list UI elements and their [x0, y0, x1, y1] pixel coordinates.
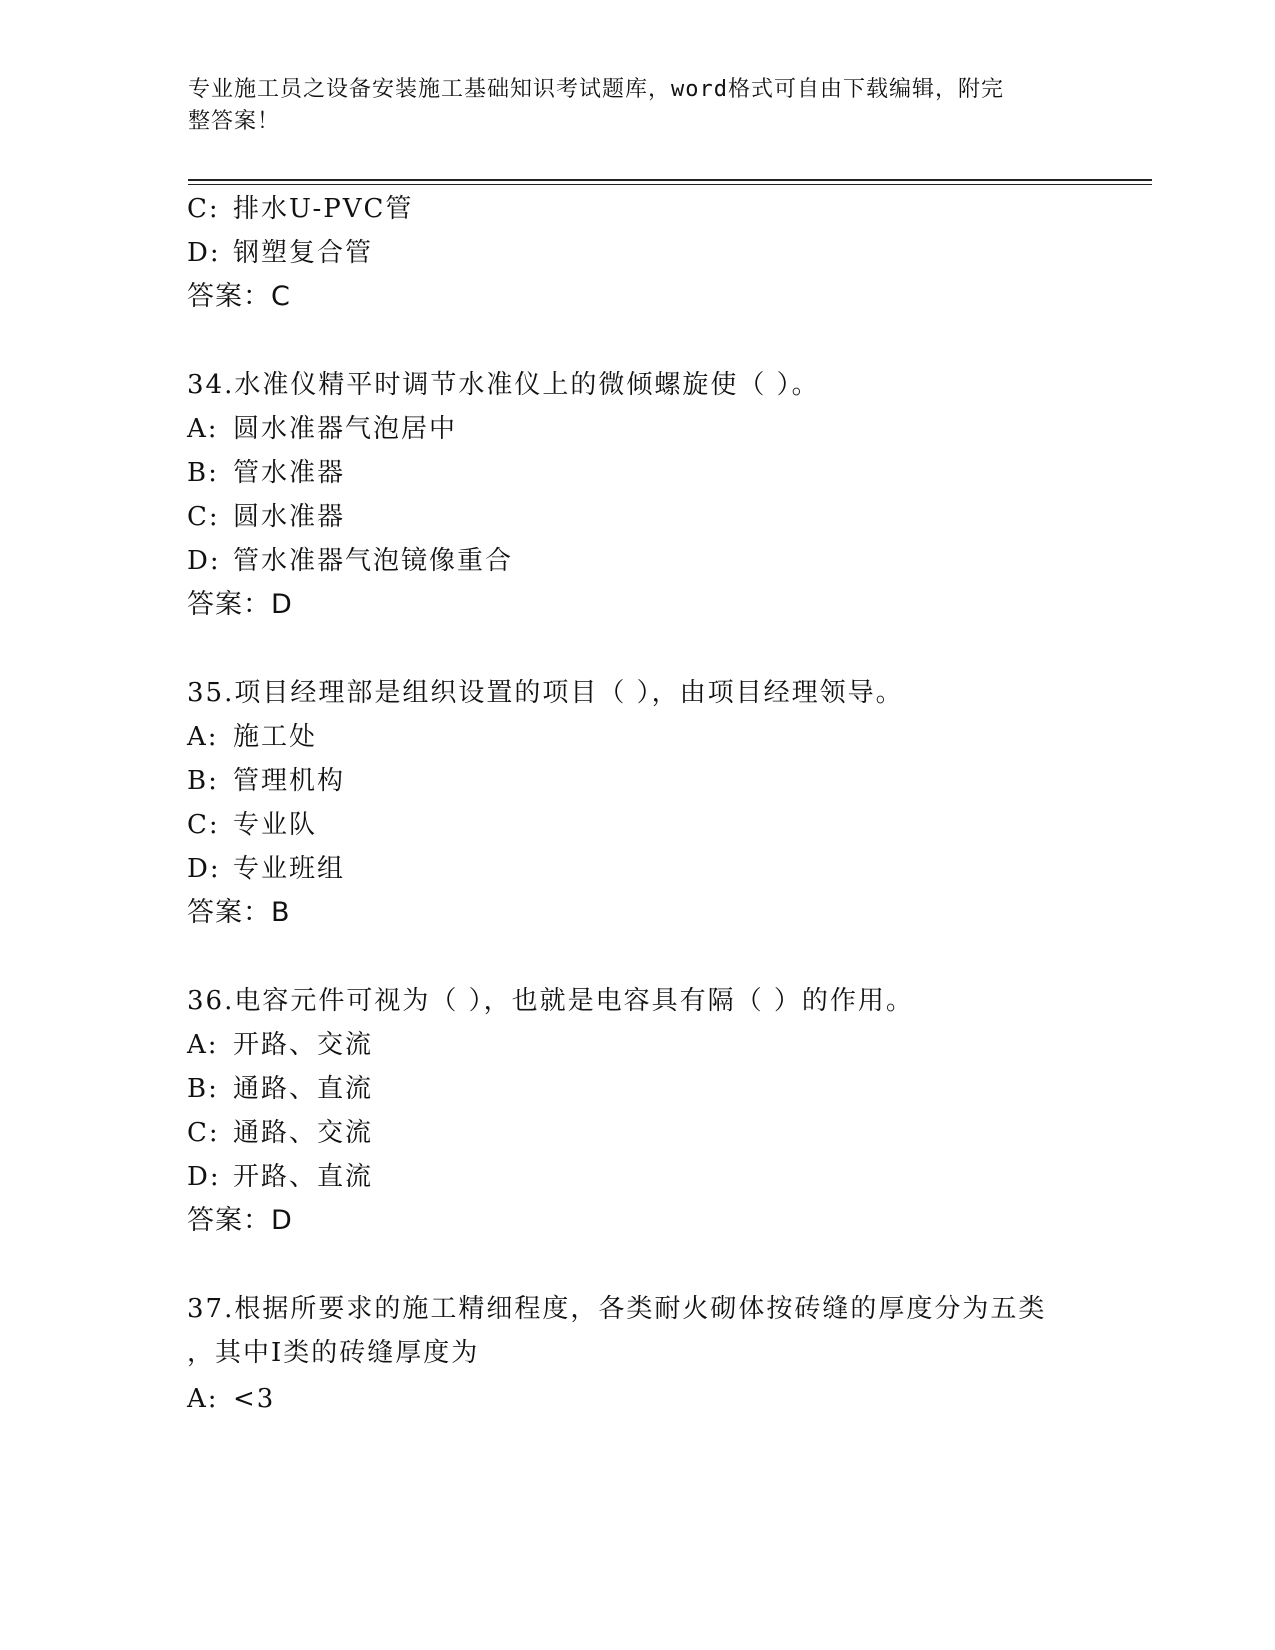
header-divider-thin	[188, 184, 1152, 185]
q34-option-b	[187, 458, 345, 488]
q37-question-line-2: ，其中I类的砖缝厚度为	[187, 1338, 480, 1368]
option-label: C:	[187, 502, 220, 532]
q35-option-a	[187, 722, 317, 752]
header-divider-thick	[188, 179, 1152, 181]
option-label: B:	[187, 458, 219, 488]
option-label: D:	[187, 854, 221, 884]
q35-option-c	[187, 810, 317, 840]
q37-question-line-1: 37.根据所要求的施工精细程度，各类耐火砌体按砖缝的厚度分为五类	[187, 1294, 1047, 1324]
option-text: 管理机构	[233, 766, 346, 796]
option-text: 施工处	[233, 722, 318, 752]
option-label: A:	[187, 1384, 219, 1414]
option-text: 管水准器气泡镜像重合	[233, 546, 514, 576]
option-label: D:	[187, 546, 221, 576]
q35-answer: 答案：B	[187, 897, 291, 928]
option-text: 圆水准器气泡居中	[233, 414, 458, 444]
option-label: C:	[187, 810, 220, 840]
q35-option-b	[187, 766, 345, 796]
option-label: A:	[187, 414, 219, 444]
option-text: 管水准器	[233, 458, 346, 488]
option-text: 钢塑复合管	[233, 238, 374, 268]
q36-option-d	[187, 1162, 373, 1192]
q34-question: 34.水准仪精平时调节水准仪上的微倾螺旋使（ ）。	[187, 370, 820, 400]
option-text: 排水U-PVC管	[233, 194, 414, 224]
option-text: 专业班组	[233, 854, 346, 884]
option-label: C:	[187, 194, 220, 224]
option-label: D:	[187, 238, 221, 268]
q36-option-b	[187, 1074, 373, 1104]
q36-option-c	[187, 1118, 373, 1148]
option-label: C:	[187, 1118, 220, 1148]
option-text: 开路、直流	[233, 1162, 374, 1192]
option-text: 通路、直流	[233, 1074, 374, 1104]
option-label: D:	[187, 1162, 221, 1192]
q34-answer: 答案：D	[187, 589, 293, 620]
option-text: 圆水准器	[233, 502, 346, 532]
q34-option-a	[187, 414, 457, 444]
option-label: B:	[187, 766, 219, 796]
q33-answer: 答案：C	[187, 281, 291, 312]
q36-answer: 答案：D	[187, 1205, 293, 1236]
q37-option-a	[187, 1384, 275, 1414]
header-line-1: 专业施工员之设备安装施工基础知识考试题库，word格式可自由下载编辑，附完	[188, 77, 1004, 102]
q34-option-d	[187, 546, 513, 576]
option-text: 通路、交流	[233, 1118, 374, 1148]
option-label: A:	[187, 722, 219, 752]
q35-option-d	[187, 854, 345, 884]
option-text: 开路、交流	[233, 1030, 374, 1060]
option-label: B:	[187, 1074, 219, 1104]
q36-option-a	[187, 1030, 373, 1060]
q33-option-d	[187, 238, 373, 268]
option-label: A:	[187, 1030, 219, 1060]
option-text: <3	[233, 1384, 276, 1414]
document-header	[188, 74, 1068, 138]
q35-question: 35.项目经理部是组织设置的项目（ ），由项目经理领导。	[187, 678, 904, 708]
q33-option-c	[187, 194, 413, 224]
header-line-2: 整答案！	[188, 109, 281, 134]
q34-option-c	[187, 502, 345, 532]
q36-question: 36.电容元件可视为（ ），也就是电容具有隔（ ）的作用。	[187, 986, 914, 1016]
option-text: 专业队	[233, 810, 318, 840]
